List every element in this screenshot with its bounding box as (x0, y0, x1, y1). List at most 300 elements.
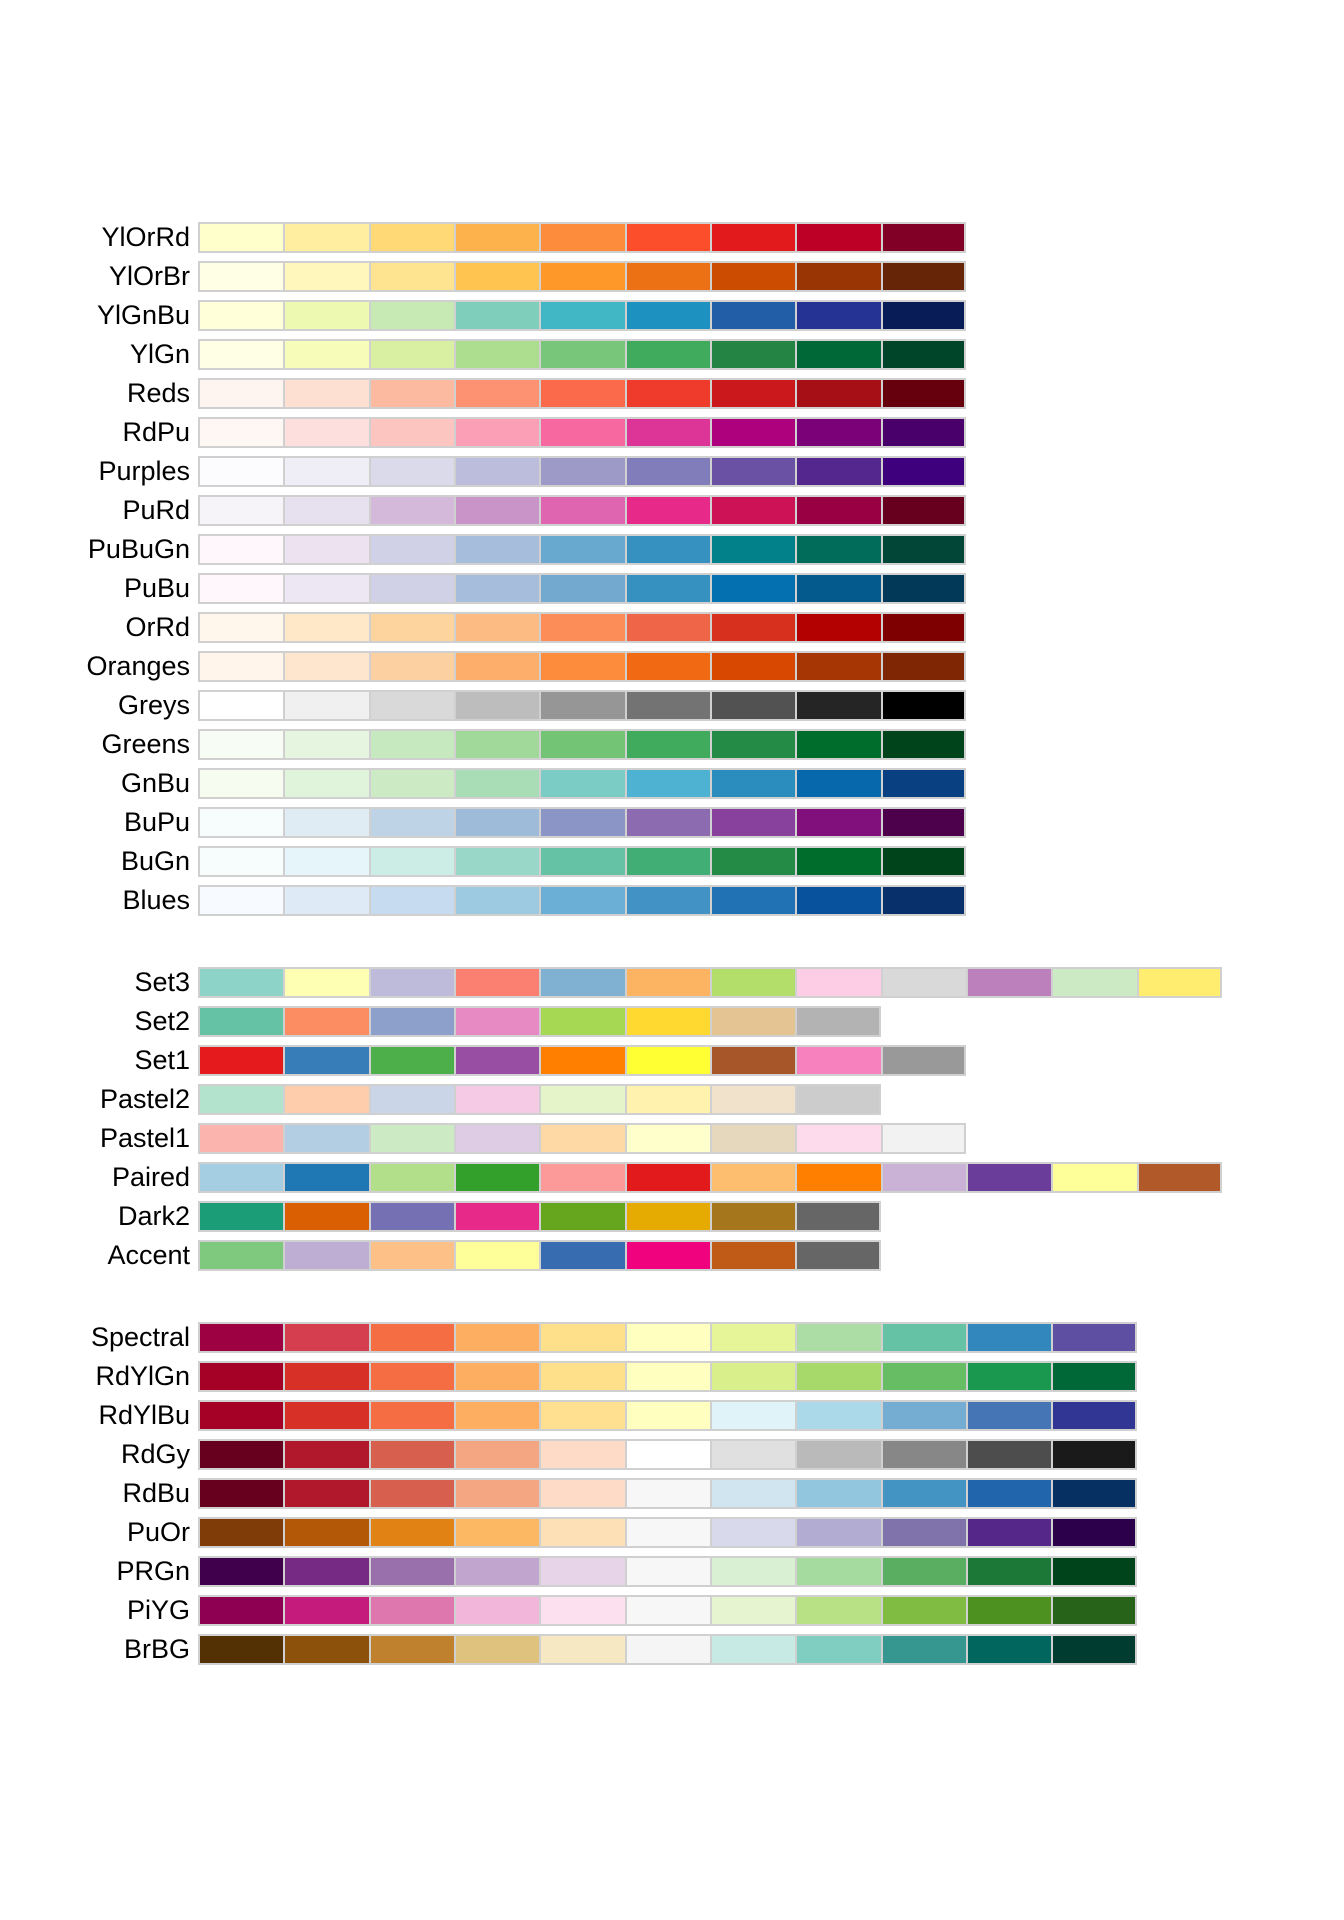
color-swatch (283, 1201, 368, 1232)
color-swatch (881, 261, 966, 292)
color-swatch (283, 967, 368, 998)
color-swatch (454, 1240, 539, 1271)
palette-label: YlOrBr (109, 261, 190, 291)
color-swatch (283, 339, 368, 370)
swatch-strip (198, 807, 966, 838)
color-swatch (625, 378, 710, 409)
color-swatch (369, 417, 454, 448)
palette-label: Reds (126, 378, 190, 408)
swatch-strip (198, 1006, 881, 1037)
palette-row (0, 1361, 1137, 1392)
color-swatch (625, 729, 710, 760)
color-swatch (625, 534, 710, 565)
swatch-strip (198, 1045, 966, 1076)
color-swatch (369, 1634, 454, 1665)
color-swatch (795, 1162, 880, 1193)
color-swatch (454, 768, 539, 799)
color-swatch (795, 967, 880, 998)
color-swatch (881, 573, 966, 604)
color-swatch (198, 768, 283, 799)
swatch-strip (198, 1556, 1137, 1587)
color-swatch (539, 885, 624, 916)
color-swatch (369, 651, 454, 682)
color-swatch (625, 1201, 710, 1232)
color-swatch (539, 339, 624, 370)
color-swatch (198, 534, 283, 565)
color-swatch (710, 967, 795, 998)
color-swatch (881, 1162, 966, 1193)
color-swatch (539, 1439, 624, 1470)
color-swatch (369, 1201, 454, 1232)
swatch-strip (198, 1162, 1222, 1193)
color-swatch (881, 1400, 966, 1431)
color-swatch (625, 1006, 710, 1037)
color-swatch (539, 495, 624, 526)
color-swatch (283, 612, 368, 643)
color-swatch (454, 417, 539, 448)
color-swatch (369, 1556, 454, 1587)
swatch-strip (198, 768, 966, 799)
palette-row (0, 1634, 1137, 1665)
color-swatch (283, 1634, 368, 1665)
color-swatch (283, 534, 368, 565)
color-swatch (881, 690, 966, 721)
color-swatch (881, 1595, 966, 1626)
palette-row (0, 768, 966, 799)
color-swatch (369, 1240, 454, 1271)
color-swatch (283, 1361, 368, 1392)
color-swatch (710, 1478, 795, 1509)
palette-label: RdPu (122, 417, 190, 447)
color-swatch (283, 456, 368, 487)
color-swatch (283, 1595, 368, 1626)
color-swatch (625, 456, 710, 487)
color-swatch (710, 495, 795, 526)
color-swatch (283, 1556, 368, 1587)
palette-label: PuRd (122, 495, 190, 525)
color-swatch (795, 1439, 880, 1470)
color-swatch (454, 612, 539, 643)
swatch-strip (198, 1439, 1137, 1470)
palette-label: Spectral (90, 1322, 190, 1352)
color-swatch (454, 1322, 539, 1353)
color-swatch (454, 885, 539, 916)
color-swatch (625, 417, 710, 448)
color-swatch (283, 300, 368, 331)
color-swatch (283, 807, 368, 838)
color-swatch (539, 1595, 624, 1626)
color-swatch (795, 300, 880, 331)
color-swatch (1051, 1556, 1136, 1587)
color-swatch (795, 222, 880, 253)
color-swatch (710, 1439, 795, 1470)
color-swatch (710, 222, 795, 253)
color-swatch (454, 1439, 539, 1470)
color-swatch (539, 261, 624, 292)
color-swatch (795, 1322, 880, 1353)
palette-row (0, 378, 966, 409)
color-swatch (710, 1045, 795, 1076)
color-swatch (454, 300, 539, 331)
color-swatch (539, 1556, 624, 1587)
color-swatch (710, 1556, 795, 1587)
palette-label: BuPu (123, 807, 190, 837)
color-swatch (539, 1517, 624, 1548)
swatch-strip (198, 729, 966, 760)
color-swatch (369, 222, 454, 253)
color-swatch (369, 456, 454, 487)
color-swatch (710, 1400, 795, 1431)
color-swatch (881, 300, 966, 331)
color-swatch (198, 456, 283, 487)
palette-row (0, 885, 966, 916)
color-swatch (881, 456, 966, 487)
color-swatch (198, 885, 283, 916)
color-swatch (795, 1634, 880, 1665)
palette-label: Blues (122, 885, 190, 915)
color-swatch (710, 1123, 795, 1154)
color-swatch (369, 729, 454, 760)
color-swatch (710, 1517, 795, 1548)
color-swatch (454, 1361, 539, 1392)
swatch-strip (198, 612, 966, 643)
color-swatch (795, 339, 880, 370)
color-swatch (198, 1162, 283, 1193)
swatch-strip (198, 1400, 1137, 1431)
color-swatch (198, 807, 283, 838)
color-swatch (1051, 1439, 1136, 1470)
color-swatch (795, 1400, 880, 1431)
color-swatch (283, 1439, 368, 1470)
swatch-strip (198, 1595, 1137, 1626)
color-swatch (283, 846, 368, 877)
color-swatch (369, 1361, 454, 1392)
color-swatch (881, 1322, 966, 1353)
color-swatch (795, 846, 880, 877)
color-swatch (539, 1084, 624, 1115)
color-swatch (283, 1084, 368, 1115)
color-swatch (1051, 1595, 1136, 1626)
color-swatch (795, 729, 880, 760)
swatch-strip (198, 846, 966, 877)
color-swatch (369, 1322, 454, 1353)
palette-label: BuGn (120, 846, 190, 876)
color-swatch (625, 885, 710, 916)
color-swatch (710, 300, 795, 331)
color-swatch (795, 1201, 880, 1232)
color-swatch (198, 690, 283, 721)
color-swatch (881, 846, 966, 877)
palette-label: Set3 (134, 967, 190, 997)
color-swatch (283, 495, 368, 526)
color-swatch (539, 729, 624, 760)
color-swatch (795, 690, 880, 721)
palette-row (0, 1322, 1137, 1353)
color-swatch (710, 768, 795, 799)
palette-label: YlGn (129, 339, 190, 369)
color-swatch (198, 1439, 283, 1470)
swatch-strip (198, 967, 1222, 998)
color-swatch (625, 1439, 710, 1470)
swatch-strip (198, 1322, 1137, 1353)
swatch-strip (198, 456, 966, 487)
palette-row (0, 846, 966, 877)
color-swatch (795, 1006, 880, 1037)
color-swatch (198, 846, 283, 877)
color-swatch (966, 1556, 1051, 1587)
color-swatch (369, 573, 454, 604)
color-swatch (198, 1322, 283, 1353)
palette-group-diverging (0, 1322, 1137, 1673)
color-swatch (795, 885, 880, 916)
palette-label: PuBu (123, 573, 190, 603)
color-swatch (625, 1322, 710, 1353)
color-swatch (539, 651, 624, 682)
color-swatch (198, 612, 283, 643)
color-swatch (625, 261, 710, 292)
swatch-strip (198, 378, 966, 409)
color-swatch (795, 1595, 880, 1626)
swatch-strip (198, 651, 966, 682)
color-swatch (369, 261, 454, 292)
color-swatch (1051, 1400, 1136, 1431)
color-swatch (625, 1162, 710, 1193)
color-swatch (454, 495, 539, 526)
color-swatch (795, 378, 880, 409)
color-swatch (881, 222, 966, 253)
color-swatch (539, 1400, 624, 1431)
color-swatch (881, 612, 966, 643)
color-swatch (966, 1595, 1051, 1626)
color-swatch (454, 651, 539, 682)
color-swatch (198, 651, 283, 682)
color-swatch (454, 1634, 539, 1665)
color-swatch (966, 1162, 1051, 1193)
color-swatch (710, 1322, 795, 1353)
color-swatch (881, 495, 966, 526)
color-swatch (198, 1084, 283, 1115)
color-swatch (454, 261, 539, 292)
palette-row (0, 456, 966, 487)
color-swatch (625, 1517, 710, 1548)
swatch-strip (198, 1201, 881, 1232)
color-swatch (454, 1400, 539, 1431)
color-swatch (198, 1240, 283, 1271)
color-swatch (966, 967, 1051, 998)
color-swatch (710, 1634, 795, 1665)
swatch-strip (198, 690, 966, 721)
color-swatch (198, 729, 283, 760)
color-swatch (625, 1478, 710, 1509)
color-swatch (369, 300, 454, 331)
palette-label: OrRd (125, 612, 190, 642)
palette-label: Set2 (134, 1006, 190, 1036)
color-swatch (454, 378, 539, 409)
swatch-strip (198, 885, 966, 916)
color-swatch (283, 1478, 368, 1509)
color-swatch (283, 1240, 368, 1271)
color-swatch (710, 261, 795, 292)
color-swatch (710, 1240, 795, 1271)
palette-row (0, 807, 966, 838)
color-swatch (369, 1084, 454, 1115)
swatch-strip (198, 573, 966, 604)
color-swatch (454, 729, 539, 760)
color-swatch (881, 417, 966, 448)
swatch-strip (198, 339, 966, 370)
palette-row (0, 1084, 1222, 1115)
color-swatch (454, 1084, 539, 1115)
swatch-strip (198, 417, 966, 448)
color-swatch (1051, 1361, 1136, 1392)
palette-row (0, 612, 966, 643)
color-swatch (795, 612, 880, 643)
color-swatch (539, 1123, 624, 1154)
color-swatch (369, 1045, 454, 1076)
swatch-strip (198, 1084, 881, 1115)
color-swatch (625, 1556, 710, 1587)
color-swatch (881, 967, 966, 998)
color-swatch (454, 1006, 539, 1037)
color-swatch (625, 339, 710, 370)
palette-row (0, 1439, 1137, 1470)
color-swatch (539, 456, 624, 487)
color-swatch (881, 1361, 966, 1392)
color-swatch (881, 1045, 966, 1076)
color-swatch (881, 378, 966, 409)
color-swatch (454, 573, 539, 604)
color-swatch (625, 1634, 710, 1665)
color-swatch (539, 1478, 624, 1509)
color-swatch (283, 690, 368, 721)
palette-label: PuOr (126, 1517, 190, 1547)
color-swatch (198, 1556, 283, 1587)
palette-row (0, 417, 966, 448)
color-swatch (710, 1084, 795, 1115)
color-swatch (539, 573, 624, 604)
color-swatch (369, 768, 454, 799)
palette-row (0, 967, 1222, 998)
color-swatch (198, 1201, 283, 1232)
color-swatch (369, 378, 454, 409)
color-swatch (710, 1006, 795, 1037)
color-swatch (795, 1556, 880, 1587)
color-swatch (881, 1517, 966, 1548)
color-swatch (710, 1201, 795, 1232)
color-swatch (795, 417, 880, 448)
palette-group-sequential (0, 222, 966, 924)
color-swatch (881, 1439, 966, 1470)
color-swatch (966, 1517, 1051, 1548)
swatch-strip (198, 1361, 1137, 1392)
color-swatch (1051, 1478, 1136, 1509)
color-swatch (966, 1361, 1051, 1392)
color-swatch (454, 456, 539, 487)
palette-row (0, 1123, 1222, 1154)
color-swatch (710, 846, 795, 877)
color-swatch (454, 1201, 539, 1232)
swatch-strip (198, 1478, 1137, 1509)
color-swatch (625, 612, 710, 643)
palette-row (0, 300, 966, 331)
color-swatch (881, 885, 966, 916)
palette-label: RdGy (120, 1439, 190, 1469)
palette-row (0, 1595, 1137, 1626)
color-swatch (625, 846, 710, 877)
palette-label: Pastel2 (99, 1084, 190, 1114)
color-swatch (539, 534, 624, 565)
color-swatch (710, 1361, 795, 1392)
palette-label: Oranges (86, 651, 190, 681)
palette-label: PuBuGn (87, 534, 190, 564)
color-swatch (710, 651, 795, 682)
color-swatch (966, 1478, 1051, 1509)
color-swatch (795, 573, 880, 604)
color-swatch (454, 1595, 539, 1626)
color-swatch (539, 1201, 624, 1232)
color-swatch (369, 1517, 454, 1548)
color-swatch (369, 1478, 454, 1509)
color-swatch (369, 1162, 454, 1193)
palette-row (0, 573, 966, 604)
color-swatch (454, 1045, 539, 1076)
palette-row (0, 1240, 1222, 1271)
palette-label: PRGn (116, 1556, 190, 1586)
palette-label: BrBG (123, 1634, 190, 1664)
color-swatch (881, 1123, 966, 1154)
color-swatch (283, 1517, 368, 1548)
color-swatch (795, 1478, 880, 1509)
palette-row (0, 690, 966, 721)
color-swatch (283, 1006, 368, 1037)
swatch-strip (198, 300, 966, 331)
palette-label: RdYlGn (95, 1361, 190, 1391)
color-swatch (283, 885, 368, 916)
color-swatch (539, 1322, 624, 1353)
color-swatch (966, 1439, 1051, 1470)
color-swatch (454, 967, 539, 998)
color-swatch (454, 807, 539, 838)
color-swatch (454, 846, 539, 877)
color-swatch (283, 1400, 368, 1431)
palette-row (0, 729, 966, 760)
palette-row (0, 651, 966, 682)
color-swatch (710, 339, 795, 370)
palette-label: Greys (117, 690, 190, 720)
palette-label: Accent (107, 1240, 190, 1270)
palette-label: Paired (111, 1162, 190, 1192)
color-swatch (539, 768, 624, 799)
color-swatch (198, 378, 283, 409)
color-swatch (198, 573, 283, 604)
color-swatch (198, 1517, 283, 1548)
color-swatch (795, 261, 880, 292)
color-swatch (454, 1123, 539, 1154)
color-swatch (198, 1595, 283, 1626)
color-swatch (881, 1634, 966, 1665)
color-swatch (198, 1361, 283, 1392)
palette-row (0, 1517, 1137, 1548)
color-swatch (795, 1045, 880, 1076)
color-swatch (1137, 967, 1222, 998)
color-swatch (881, 339, 966, 370)
color-swatch (198, 339, 283, 370)
color-swatch (198, 1478, 283, 1509)
color-swatch (625, 573, 710, 604)
color-swatch (881, 1556, 966, 1587)
color-swatch (795, 1361, 880, 1392)
color-swatch (710, 417, 795, 448)
